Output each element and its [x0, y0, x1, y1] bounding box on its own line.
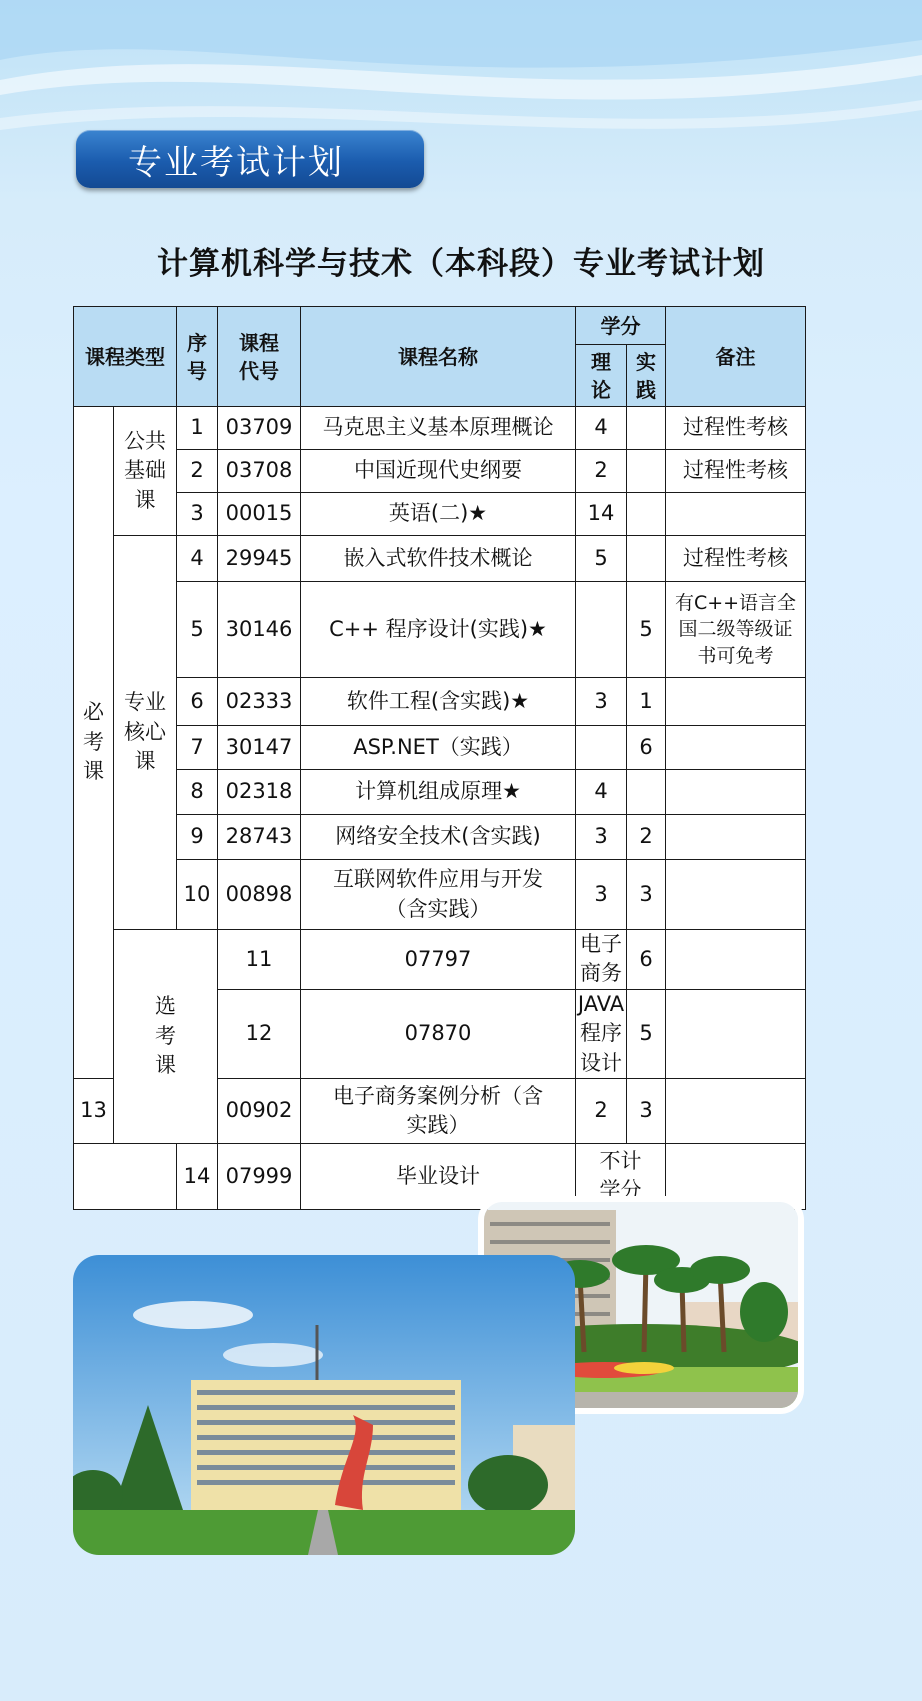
group-public-basic: 公共基础课 — [114, 407, 177, 536]
table-row: 13 00902 电子商务案例分析（含实践） 2 3 — [74, 1078, 806, 1143]
header-practice: 实践 — [627, 345, 666, 407]
table-row: 9 28743 网络安全技术(含实践) 3 2 — [74, 815, 806, 860]
table-row: 必考课 公共基础课 1 03709 马克思主义基本原理概论 4 过程性考核 — [74, 407, 806, 450]
header-name: 课程名称 — [301, 307, 576, 407]
table-row: 3 00015 英语(二)★ 14 — [74, 493, 806, 536]
header-credit: 学分 — [576, 307, 666, 345]
document-title: 计算机科学与技术（本科段）专业考试计划 — [157, 246, 765, 282]
table-row: 10 00898 互联网软件应用与开发（含实践） 3 3 — [74, 860, 806, 930]
header-code: 课程代号 — [218, 307, 301, 407]
table-row: 2 03708 中国近现代史纲要 2 过程性考核 — [74, 450, 806, 493]
group-required: 必考课 — [74, 407, 114, 1079]
table-row: 6 02333 软件工程(含实践)★ 3 1 — [74, 678, 806, 726]
section-label-pill — [76, 130, 424, 188]
header-category: 课程类型 — [74, 307, 177, 407]
table-row: 8 02318 计算机组成原理★ 4 — [74, 770, 806, 815]
campus-main-building-photo — [73, 1255, 575, 1555]
exam-plan-table — [73, 306, 806, 1210]
section-label-text: 专业考试计划 — [128, 142, 344, 183]
table-row: 5 30146 C++ 程序设计(实践)★ 5 有C++语言全国二级等级证书可免考 — [74, 582, 806, 678]
table-row: 选考课 11 07797 电子商务 6 — [74, 930, 806, 990]
header-note: 备注 — [666, 307, 806, 407]
table-row: 专业核心课 4 29945 嵌入式软件技术概论 5 过程性考核 — [74, 536, 806, 582]
table-row: 14 07999 毕业设计 不计学分 — [74, 1143, 806, 1209]
table-row: 7 30147 ASP.NET（实践） 6 — [74, 726, 806, 770]
table-row: 12 07870 JAVA 程序设计 5 — [74, 989, 806, 1078]
group-core: 专业核心课 — [114, 536, 177, 930]
header-seq: 序号 — [177, 307, 218, 407]
group-elective: 选考课 — [114, 930, 218, 1144]
header-theory: 理论 — [576, 345, 627, 407]
